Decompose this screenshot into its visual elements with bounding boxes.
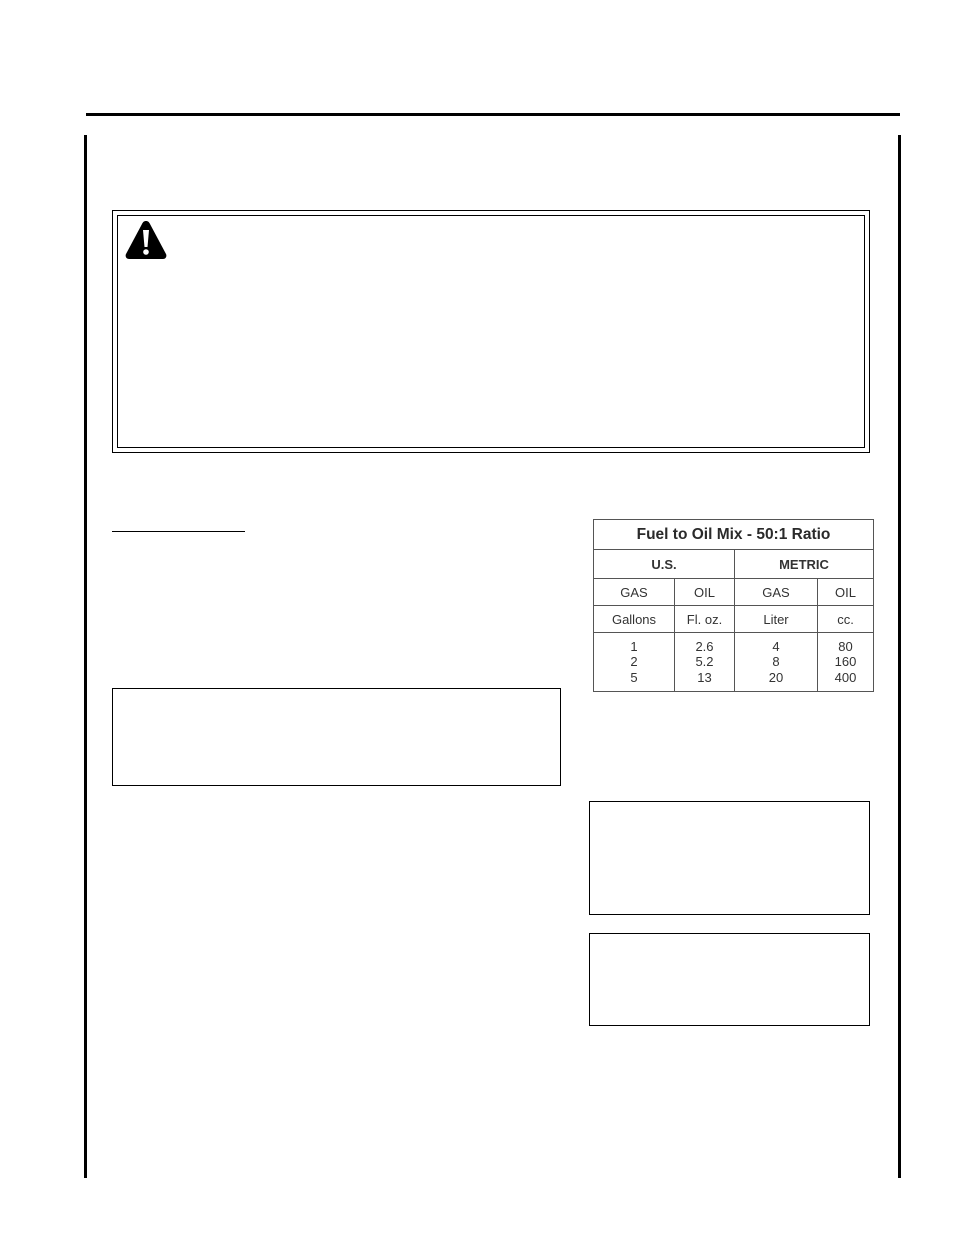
table-cell: 20: [768, 669, 784, 685]
col-header-metric-oil: OIL: [818, 579, 874, 606]
top-rule: [86, 113, 900, 116]
table-cell: 160: [834, 654, 857, 670]
unit-cc: cc.: [818, 606, 874, 633]
warning-box-inner: [117, 215, 865, 448]
group-us: U.S.: [594, 550, 735, 579]
values-metric-gas: [735, 633, 818, 692]
group-metric: METRIC: [735, 550, 874, 579]
table-cell: 8: [772, 654, 780, 670]
table-cell: 400: [834, 669, 857, 685]
table-cell: 5: [630, 669, 638, 685]
warning-triangle-icon: [124, 220, 168, 260]
table-cell: 5.2: [695, 654, 714, 670]
table-cell: 2: [630, 654, 638, 670]
note-box-right-lower: [589, 933, 870, 1026]
section-heading-underline: [112, 531, 245, 532]
values-us-oil: [675, 633, 735, 692]
left-margin-rule: [84, 135, 87, 1178]
note-box-right-upper: [589, 801, 870, 915]
table-cell: 4: [772, 638, 780, 654]
unit-liter: Liter: [735, 606, 818, 633]
col-header-us-gas: GAS: [594, 579, 675, 606]
unit-fl-oz: Fl. oz.: [675, 606, 735, 633]
table-cell: 1: [630, 638, 638, 654]
table-cell: 2.6: [695, 638, 714, 654]
note-box-left: [112, 688, 561, 786]
table-title: Fuel to Oil Mix - 50:1 Ratio: [594, 520, 874, 550]
table-cell: 13: [697, 669, 712, 685]
table-cell: 80: [838, 638, 853, 654]
col-header-us-oil: OIL: [675, 579, 735, 606]
values-us-gas: [594, 633, 675, 692]
values-metric-oil: [818, 633, 874, 692]
right-margin-rule: [898, 135, 901, 1178]
unit-gallons: Gallons: [594, 606, 675, 633]
col-header-metric-gas: GAS: [735, 579, 818, 606]
fuel-oil-mix-table: [593, 519, 874, 692]
